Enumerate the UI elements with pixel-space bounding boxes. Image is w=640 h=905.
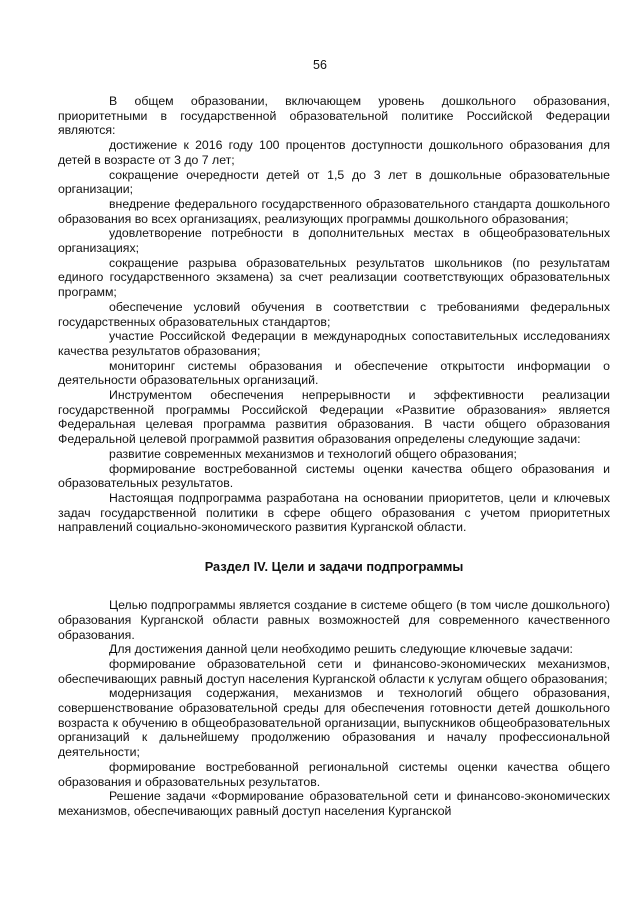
paragraph: развитие современных механизмов и технологий общего образования;	[109, 446, 517, 461]
paragraph: сокращение очередности детей от 1,5 до 3 лет в дошкольные образовательные организации;	[58, 167, 610, 197]
paragraph: формирование востребованной региональной системы оценки качества общего образования и образовательных результатов.	[58, 759, 610, 789]
paragraph: достижение к 2016 году 100 процентов доступности дошкольного образования для детей в возрасте от 3 до 7 лет;	[58, 138, 610, 167]
paragraph: Решение задачи «Формирование образовательной сети и финансово-экономических механизмов, обеспечивающих равный доступ населения Курганской	[58, 789, 610, 818]
paragraph: Инструментом обеспечения непрерывности и эффективности реализации государственной программы Российской Федерации «Развитие образования» является Федеральная целевая программа развития образования. В части общего образования Федеральной целевой программой развития образования определены следующие задачи:	[58, 388, 610, 447]
body-text	[58, 94, 610, 819]
paragraph: Настоящая подпрограмма разработана на основании приоритетов, цели и ключевых задач государственной политики в сфере общего образования с учетом приоритетных направлений социально-экономического развития Курганской области.	[58, 490, 610, 535]
paragraph: сокращение разрыва образовательных результатов школьников (по результатам единого государственного экзамена) за счет реализации соответствующих образовательных программ;	[58, 255, 610, 300]
paragraph: обеспечение условий обучения в соответствии с требованиями федеральных государственных образовательных стандартов;	[58, 299, 610, 329]
paragraph: формирование образовательной сети и финансово-экономических механизмов, обеспечивающих равный доступ населения Курганской области к услугам общего образования;	[58, 656, 610, 686]
paragraph: В общем образовании, включающем уровень дошкольного образования, приоритетными в государственной образовательной политике Российской Федерации являются:	[58, 94, 610, 138]
paragraph: мониторинг системы образования и обеспечение открытости информации о деятельности образовательных организаций.	[58, 358, 610, 388]
paragraph: Для достижения данной цели необходимо решить следующие ключевые задачи:	[109, 642, 573, 657]
paragraph: Целью подпрограммы является создание в системе общего (в том числе дошкольного) образования Курганской области равных возможностей для современного качественного образования.	[58, 598, 610, 642]
paragraph: участие Российской Федерации в международных сопоставительных исследованиях качества результатов образования;	[58, 329, 610, 358]
paragraph: внедрение федерального государственного образовательного стандарта дошкольного образования во всех организациях, реализующих программы дошкольного образования;	[58, 196, 610, 226]
section-heading: Раздел IV. Цели и задачи подпрограммы	[204, 559, 464, 575]
paragraph: удовлетворение потребности в дополнительных местах в общеобразовательных организациях;	[58, 226, 610, 256]
paragraph: модернизация содержания, механизмов и технологий общего образования, совершенствование образовательной среды для обеспечения готовности детей дошкольного возраста к обучению в общеобразовательной организации, выпускников общеобразовательных организаций к дальнейшему продолжению образования и началу профессиональной деятельности;	[58, 686, 610, 760]
page-number: 56	[313, 58, 327, 72]
paragraph: формирование востребованной системы оценки качества общего образования и образовательных результатов.	[58, 461, 610, 491]
